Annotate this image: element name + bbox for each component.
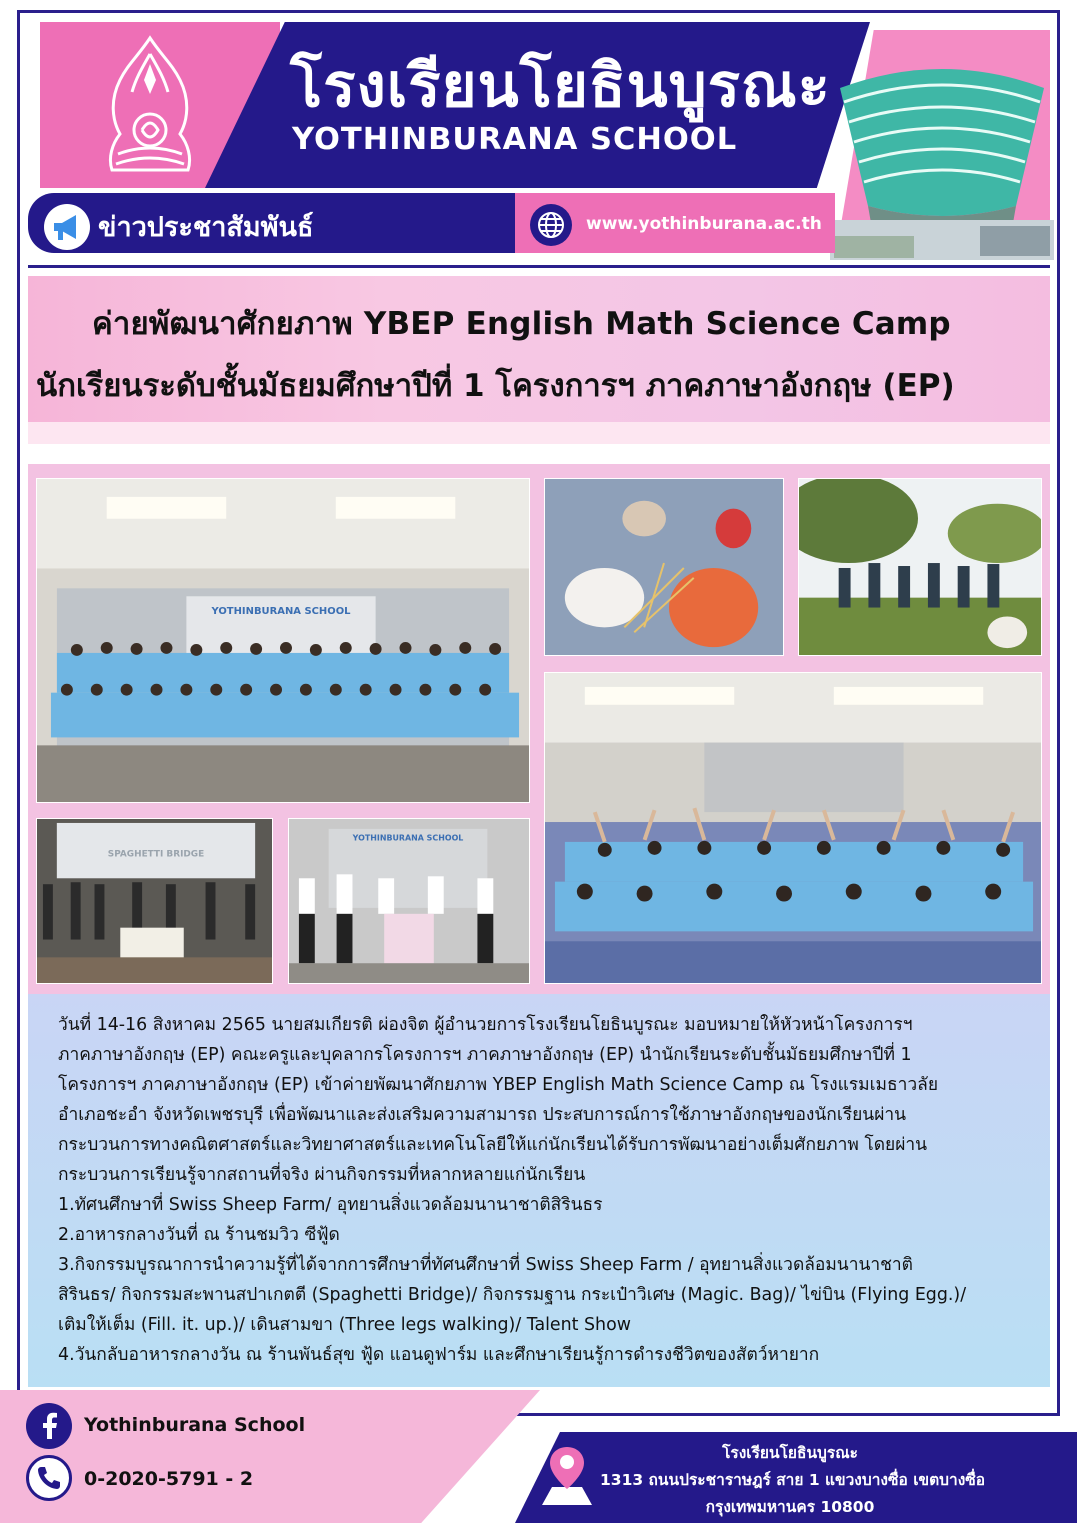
spaghetti-bridge-photo <box>36 818 273 984</box>
article-body-line: โครงการฯ ภาคภาษาอังกฤษ (EP) เข้าค่ายพัฒนาศักยภาพ YBEP English Math Science Camp ณ โรงแรมเมธาวลัย <box>58 1075 939 1095</box>
cheering-group-photo <box>544 672 1042 984</box>
globe-icon <box>530 204 572 246</box>
school-name-english: YOTHINBURANA SCHOOL <box>292 122 738 157</box>
headline-line-1: ค่ายพัฒนาศักยภาพ YBEP English Math Science Camp <box>92 306 951 342</box>
headline-line-2: นักเรียนระดับชั้นมัธยมศึกษาปีที่ 1 โครงการฯ ภาคภาษาอังกฤษ (EP) <box>36 368 955 404</box>
article-body-line: 3.กิจกรรมบูรณาการนำความรู้ที่ได้จากการศึกษาที่ทัศนศึกษาที่ Swiss Sheep Farm / อุทยานสิ่งแวดล้อมนานาชาติ <box>58 1255 913 1275</box>
location-pin-icon <box>538 1443 596 1509</box>
bridge-sign-text: SPAGHETTI BRIDGE <box>107 849 205 860</box>
footer-contact-band <box>0 1390 540 1523</box>
school-seal-icon <box>98 34 202 180</box>
article-body-line: สิรินธร/ กิจกรรมสะพานสปาเกตตี (Spaghetti Bridge)/ กิจกรรมฐาน กระเป๋าวิเศษ (Magic. Bag)/ ไข่บิน (Flying Egg.)/ <box>58 1285 967 1305</box>
address-line-1: โรงเรียนโยธินบูรณะ <box>722 1444 858 1462</box>
address-line-2: 1313 ถนนประชาราษฎร์ สาย 1 แขวงบางซื่อ เขตบางซื่อ <box>600 1471 986 1489</box>
article-body-line: วันที่ 14-16 สิงหาคม 2565 นายสมเกียรติ ผ่องจิต ผู้อำนวยการโรงเรียนโยธินบูรณะ มอบหมายให้หัวหน้าโครงการฯ <box>58 1015 913 1035</box>
pr-label: ข่าวประชาสัมพันธ์ <box>98 212 314 243</box>
stage-sign-text: YOTHINBURANA SCHOOL <box>211 606 351 618</box>
phone-icon[interactable] <box>26 1455 72 1501</box>
facebook-name[interactable]: Yothinburana School <box>84 1414 306 1436</box>
megaphone-icon <box>44 204 90 250</box>
talent-stage-sign-text: YOTHINBURANA SCHOOL <box>352 833 464 843</box>
article-body-line: กระบวนการทางคณิตศาสตร์และวิทยาศาสตร์และเทคโนโลยีให้แก่นักเรียนได้รับการพัฒนาอย่างเต็มศักยภาพ โดยผ่าน <box>58 1135 928 1155</box>
school-name-thai: โรงเรียนโยธินบูรณะ <box>290 51 831 121</box>
outdoor-group-photo <box>798 478 1042 656</box>
group-photo-stage <box>36 478 530 803</box>
article-body-line: ภาคภาษาอังกฤษ (EP) คณะครูและบุคลากรโครงการฯ ภาคภาษาอังกฤษ (EP) นำนักเรียนระดับชั้นมัธยมศึกษาปีที่ 1 <box>58 1045 912 1065</box>
phone-number[interactable]: 0-2020-5791 - 2 <box>84 1468 254 1490</box>
article-body-line: 4.วันกลับอาหารกลางวัน ณ ร้านพันธ์สุข ฟู้ด แอนดูฟาร์ม และศึกษาเรียนรู้การดำรงชีวิตของสัตว์หายาก <box>58 1345 820 1365</box>
article-body-line: อำเภอชะอำ จังหวัดเพชรบุรี เพื่อพัฒนาและส่งเสริมความสามารถ ประสบการณ์การใช้ภาษาอังกฤษของนักเรียนผ่าน <box>58 1105 907 1125</box>
activity-photo-building <box>544 478 784 656</box>
talent-show-photo <box>288 818 530 984</box>
article-body-line: เติมให้เต็ม (Fill. it. up.)/ เดินสามขา (Three legs walking)/ Talent Show <box>58 1315 631 1335</box>
school-building-image <box>830 50 1054 260</box>
header-divider <box>28 265 1050 268</box>
facebook-icon[interactable] <box>26 1403 72 1449</box>
article-body-line: กระบวนการเรียนรู้จากสถานที่จริง ผ่านกิจกรรมที่หลากหลายแก่นักเรียน <box>58 1165 586 1185</box>
website-link[interactable]: www.yothinburana.ac.th <box>586 214 822 234</box>
article-body-line: 1.ทัศนศึกษาที่ Swiss Sheep Farm/ อุทยานสิ่งแวดล้อมนานาชาติสิรินธร <box>58 1195 603 1215</box>
address-line-3: กรุงเทพมหานคร 10800 <box>705 1498 875 1516</box>
article-body-line: 2.อาหารกลางวันที่ ณ ร้านชมวิว ซีฟู้ด <box>58 1225 340 1245</box>
